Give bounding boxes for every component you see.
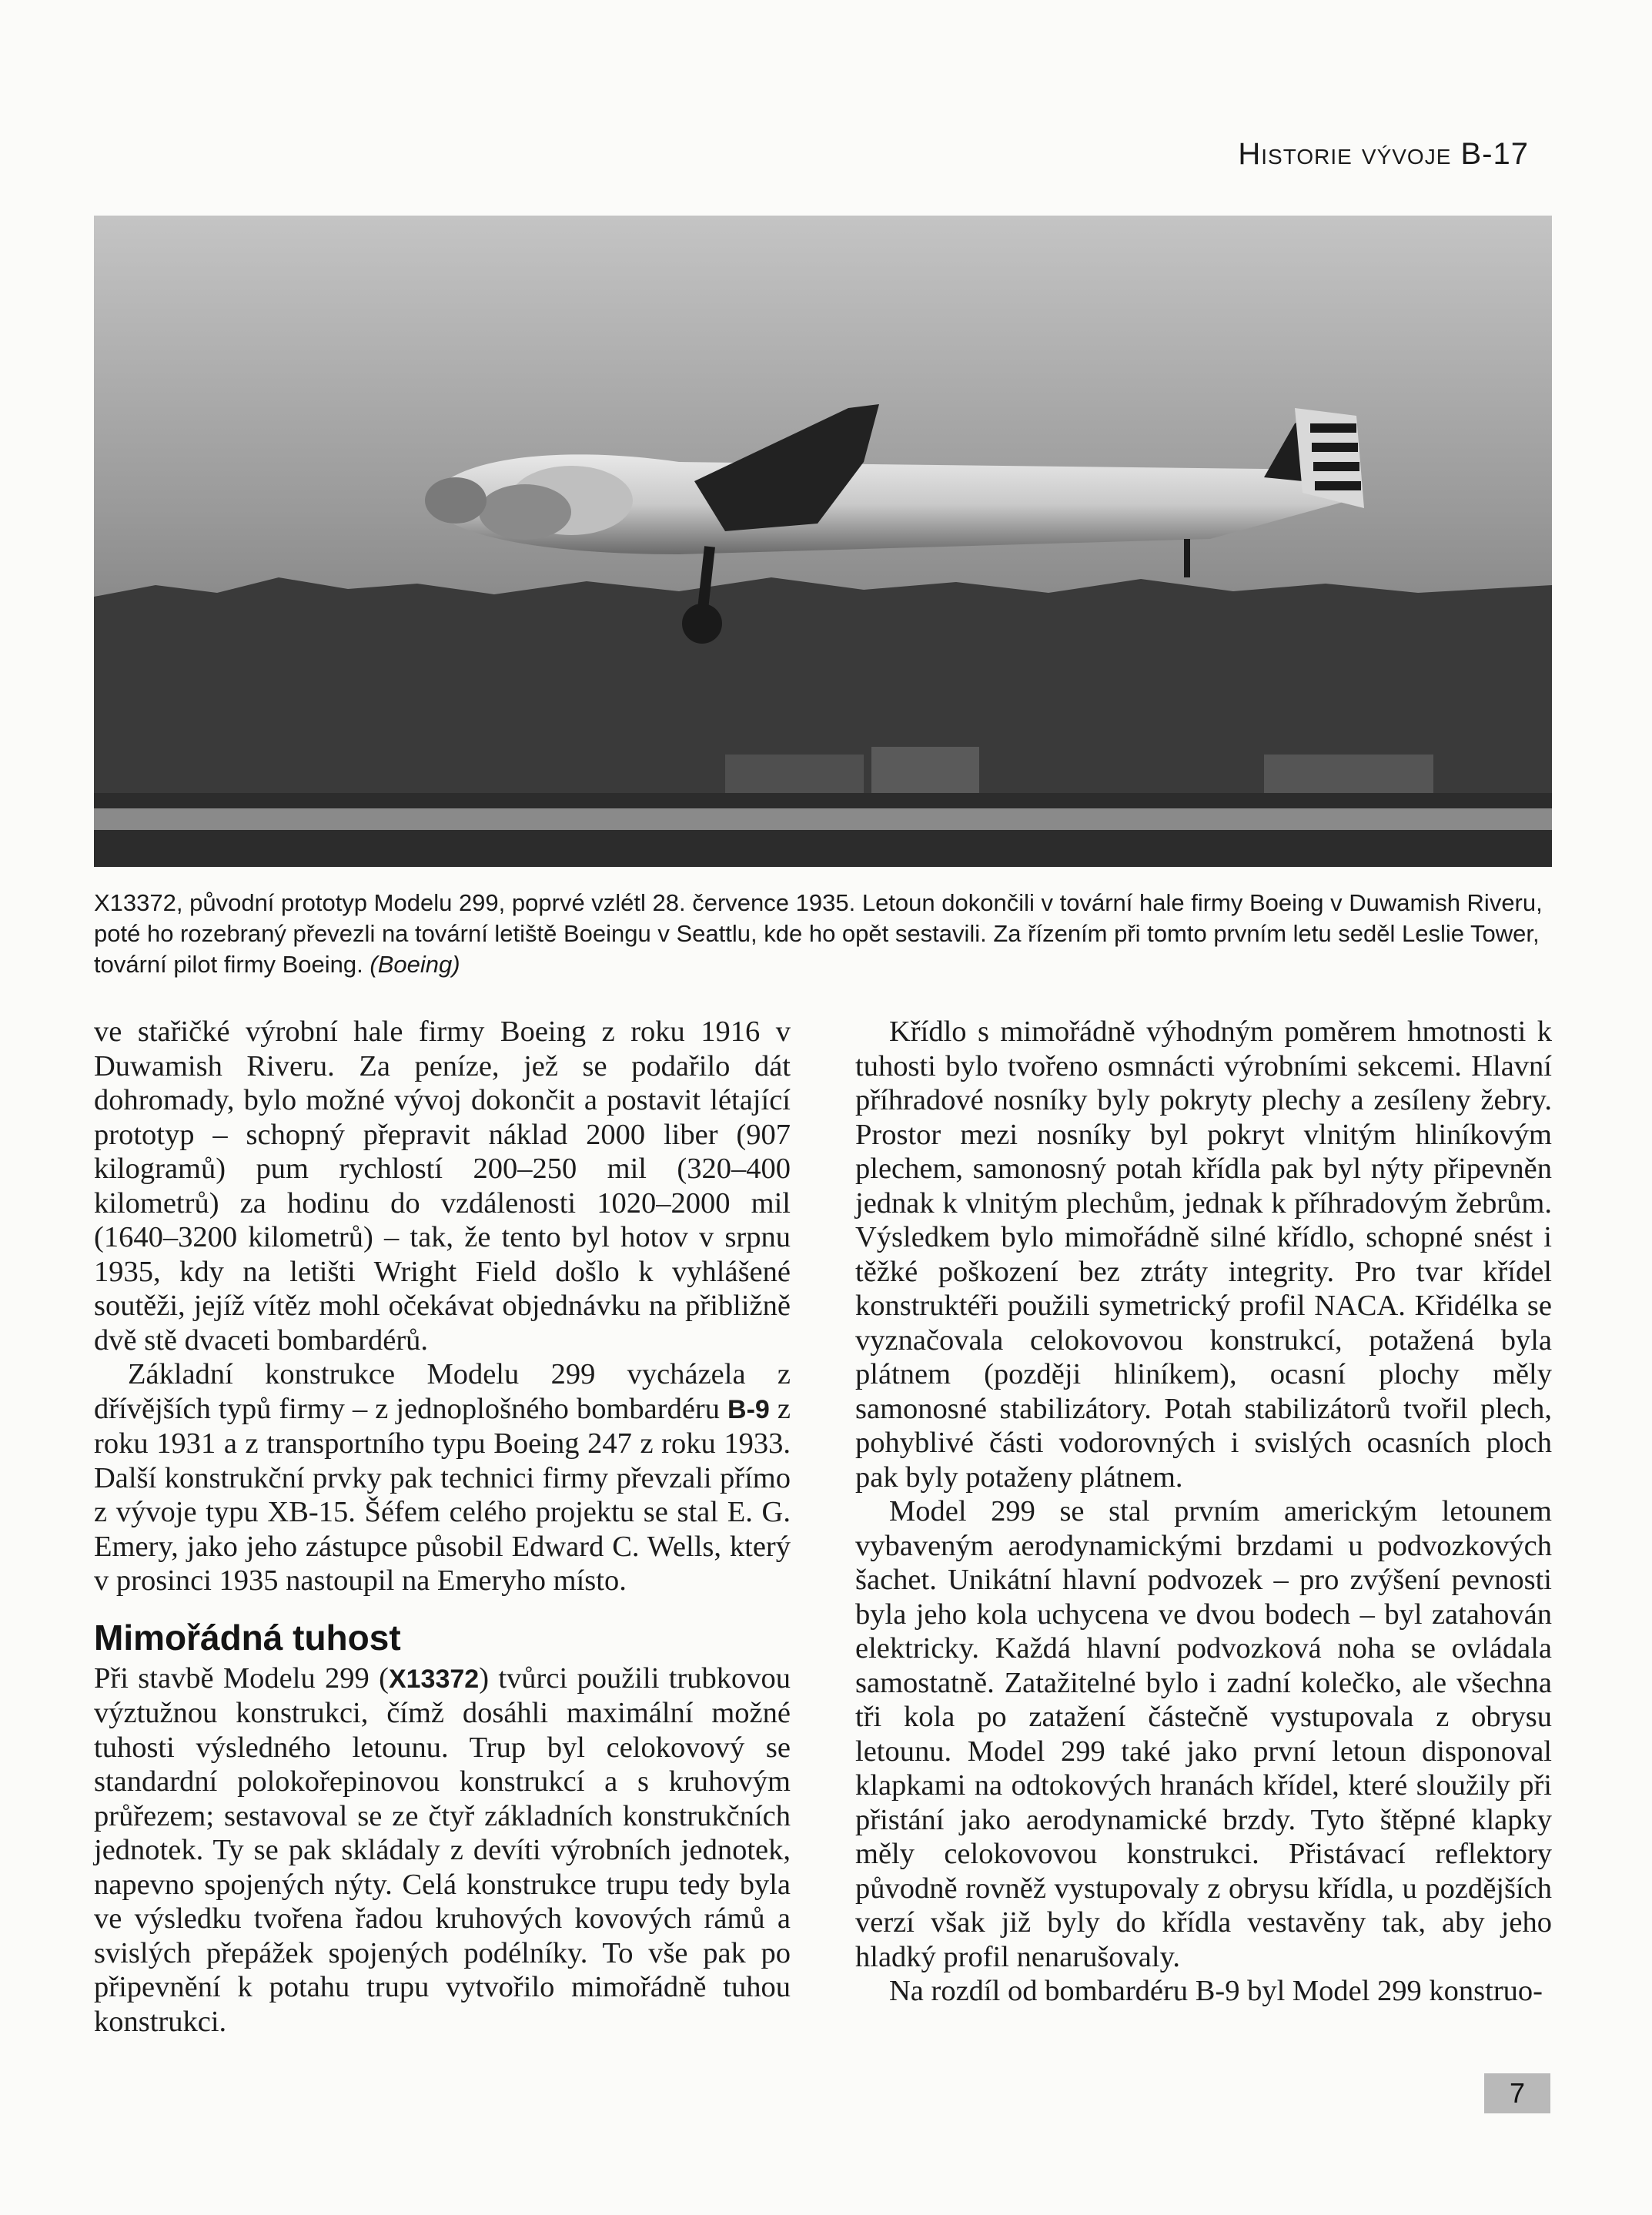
rudder (1295, 408, 1364, 508)
building (1264, 755, 1433, 797)
engine-nacelle (479, 484, 571, 540)
paragraph: ve stařičké výrobní hale firmy Boeing z roku 1916 v Duwamish Riveru. Za peníze, jež se podařilo dát dohromady, bylo možné vývoj dokončit a postavit létající prototyp – schopný přepravit náklad 2000 liber (907 kilogramů) pum rychlostí 200–250 mil (320–400 kilometrů) za hodinu do vzdálenosti 1020–2000 mil (1640–3200 kilometrů) – tak, že tento byl hotov v srpnu 1935, kdy na letišti Wright Field došlo k vyhlášené soutěži, jejíž vítěz mohl očekávat objednávku na přibližně dvě stě dvaceti bombardérů. (94, 1015, 791, 1357)
rudder-stripe (1315, 481, 1361, 490)
runway (94, 808, 1552, 830)
rudder-stripe (1312, 443, 1358, 452)
paragraph: Křídlo s mimořádně výhodným poměrem hmotnosti k tuhosti bylo tvořeno osmnácti výrobními sekcemi. Hlavní příhradové nosníky byly pokryty plechy a zesíleny žebry. Prostor mezi nosníky byl pokryt vlnitým hliníkovým plechem, samonosný potah křídla pak byl nýty připevněn jednak k vlnitým plechům, jednak k příhradovým žebrům. Výsledkem bylo mimořádně silné křídlo, schopné snést i těžké poškození bez ztráty integrity. Pro tvar křídel konstruktéři použili symetrický profil NACA. Křidélka se vyznačovala celokovovou konstrukcí, potažená byla plátnem (později hliníkem), ocasní plochy měly samonosné stabilizátory. Potah stabilizátorů tvořil plech, pohyblivé části vodorovných i svislých ocasních ploch pak byly potaženy plátnem. (855, 1015, 1552, 1494)
caption-credit: (Boeing) (370, 951, 460, 978)
model-name: B-9 (727, 1394, 770, 1424)
right-column (855, 1015, 1552, 2009)
photo-caption (94, 888, 1552, 980)
paragraph-text: ) tvůrci použili trubkovou výztužnou konstrukci, čímž dosáhli maximální možné tuhosti výsledného letounu. Trup byl celokovový se standardní polokořepinovou konstrukcí a s kruhovým průřezem; sestavoval se ze čtyř základních konstrukčních jednotek. Ty se pak skládaly z devíti výrobních jednotek, napevno spojených nýty. Celá konstrukce trupu tedy byla ve výsledku tvořena řadou kruhových kovových rámů a svislých přepážek spojených podélníky. To vše pak po připevnění k potahu trupu vytvořilo mimořádně tuhou konstrukci. (94, 1661, 791, 2038)
section-heading: Mimořádná tuhost (94, 1617, 401, 1658)
wheel (682, 604, 722, 644)
paragraph: Na rozdíl od bombardéru B-9 byl Model 299 konstruo- (889, 1975, 1543, 2007)
paragraph-text: Základní konstrukce Modelu 299 vycházela z dřívějších typů firmy – z jednoplošného bombardéru (94, 1358, 791, 1425)
rudder-stripe (1313, 462, 1359, 471)
nose (425, 477, 487, 524)
paragraph (94, 1357, 791, 1598)
left-column (94, 1015, 791, 2039)
paragraph (94, 1661, 791, 2039)
page-number: 7 (1484, 2073, 1550, 2113)
paragraph: Model 299 se stal prvním americkým letounem vybaveným aerodynamickými brzdami u podvozkových šachet. Unikátní hlavní podvozek – pro zvýšení pevnosti byla jeho kola uchycena ve dvou bodech – byl zatahován elektricky. Každá hlavní podvozková noha se ovládala samostatně. Zatažitelné bylo i zadní kolečko, ale všechna tři kola po zatažení částečně vystupovala z obrysu letounu. Model 299 také jako první letoun disponoval klapkami na odtokových hranách křídel, které sloužily při přistání jako aerodynamické brzdy. Tyto štěpné klapky měly celokovovou konstrukci. Přistávací reflektory původně rovněž vystupovaly z obrysu křídla, u pozdějších verzí však již byly do křídla vestavěny tak, aby jeho hladký profil nenarušovaly. (855, 1495, 1552, 1973)
aircraft-photo-svg (94, 216, 1552, 867)
caption-text: X13372, původní prototyp Modelu 299, poprvé vzlétl 28. července 1935. Letoun dokončili v tovární hale firmy Boeing v Duwamish Riveru, poté ho rozebraný převezli na tovární letiště Boeingu v Seattlu, kde ho opět sestavili. Za řízením při tomto prvním letu seděl Leslie Tower, tovární pilot firmy Boeing. (94, 889, 1543, 978)
rudder-stripe (1310, 423, 1356, 433)
aircraft-photo (94, 216, 1552, 867)
building (871, 747, 979, 801)
paragraph-text: z roku 1931 a z transportního typu Boeing 247 z roku 1933. Další konstrukční prvky pak technici firmy převzali přímo z vývoje typu XB-15. Šéfem celého projektu se stal E. G. Emery, jako jeho zástupce působil Edward C. Wells, který v prosinci 1935 nastoupil na Emeryho místo. (94, 1392, 791, 1597)
running-head: Historie vývoje B-17 (1238, 137, 1529, 171)
aircraft-serial: X13372 (388, 1664, 480, 1694)
paragraph-text: Při stavbě Modelu 299 ( (94, 1661, 389, 1695)
